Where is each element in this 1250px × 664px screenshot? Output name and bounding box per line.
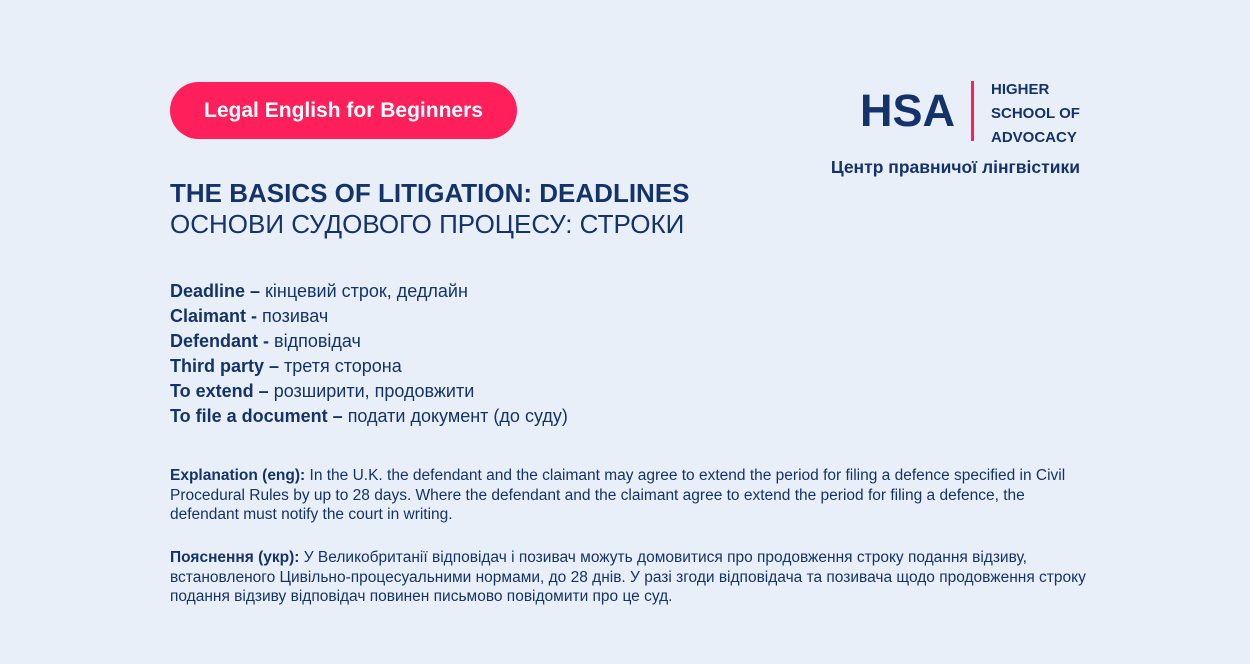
vocab-term: To file a document –: [170, 406, 343, 426]
explanation-english: [170, 466, 1090, 525]
vocab-item: [170, 379, 568, 404]
vocab-term: To extend –: [170, 381, 269, 401]
vocab-term: Third party –: [170, 356, 280, 376]
logo-line-3: ADVOCACY: [991, 129, 1077, 146]
vocab-item: [170, 329, 568, 354]
explanation-english-label: Explanation (eng):: [170, 467, 306, 484]
vocab-translation: відповідач: [269, 331, 361, 351]
logo-mark: HSA: [860, 85, 956, 136]
vocab-translation: подати документ (до суду): [342, 406, 568, 426]
logo-line-1: HIGHER: [991, 81, 1050, 98]
course-badge: Legal English for Beginners: [170, 82, 517, 139]
vocab-term: Deadline –: [170, 281, 261, 301]
vocab-translation: третя сторона: [279, 356, 402, 376]
vocab-term: Claimant -: [170, 306, 258, 326]
hsa-logo: [860, 78, 1080, 144]
logo-line-2: SCHOOL OF: [991, 105, 1080, 122]
center-name: Центр правничої лінгвістики: [830, 157, 1080, 177]
vocab-term: Defendant -: [170, 331, 269, 351]
logo-text: [991, 78, 1080, 150]
vocab-item: [170, 279, 568, 304]
vocab-translation: розширити, продовжити: [268, 381, 475, 401]
page-title-ua: ОСНОВИ СУДОВОГО ПРОЦЕСУ: СТРОКИ: [170, 209, 685, 239]
vocab-item: [170, 304, 568, 329]
vocab-item: [170, 404, 568, 429]
logo-divider: [971, 81, 974, 141]
explanation-english-text: In the U.K. the defendant and the claimant may agree to extend the period for filing a defence specified in Civil Procedural Rules by up to 28 days. Where the defendant and the claimant agree to extend the period for filing a defence, the defendant must notify the court in writing.: [170, 467, 1066, 523]
vocab-item: [170, 354, 568, 379]
vocabulary-list: [170, 279, 568, 429]
page-title-en: THE BASICS OF LITIGATION: DEADLINES: [170, 178, 690, 208]
explanation-ukrainian: [170, 548, 1090, 607]
explanation-ukrainian-text: У Великобританії відповідач і позивач можуть домовитися про продовження строку подання відзиву, встановленого Цивільно-процесуальними нормами, до 28 днів. У разі згоди відповідача та позивача щодо продовження строку подання відзиву відповідач повинен письмово повідомити про це суд.: [170, 549, 1086, 605]
vocab-translation: позивач: [257, 306, 329, 326]
vocab-translation: кінцевий строк, дедлайн: [260, 281, 468, 301]
explanation-ukrainian-label: Пояснення (укр):: [170, 549, 300, 566]
